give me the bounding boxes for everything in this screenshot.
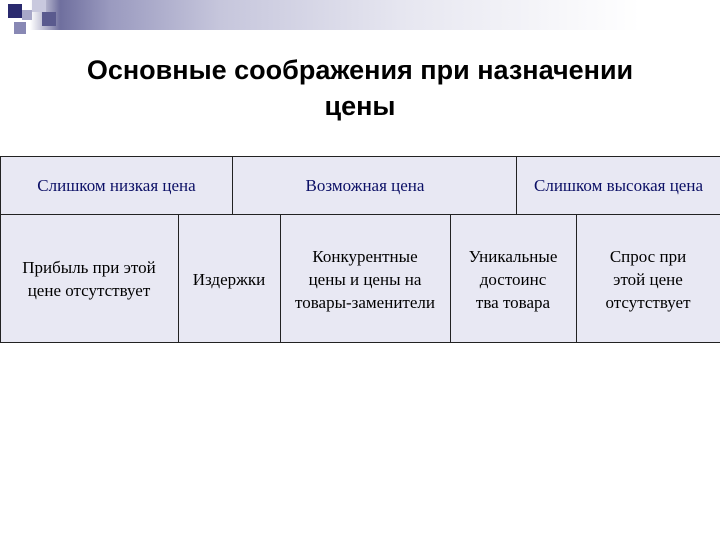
- header-low-price: Слишком низкая цена: [37, 176, 196, 195]
- cell-no-profit: Прибыль при этой цене отсутствует: [22, 258, 156, 300]
- cell-competitor-prices: Конкурентные цены и цены на товары-заменители: [295, 246, 435, 312]
- cell-costs: Издержки: [192, 269, 266, 289]
- header-possible-price: Возможная цена: [305, 176, 425, 195]
- header-high-price: Слишком высокая цена: [534, 176, 703, 195]
- decorative-square-icon: [22, 10, 32, 20]
- decorative-square-icon: [42, 12, 56, 26]
- decorative-square-icon: [32, 0, 46, 12]
- decorative-square-icon: [14, 22, 26, 34]
- cell-no-demand: Спрос при этой цене отсутствует: [605, 246, 691, 312]
- decorative-top-bar: [0, 0, 720, 46]
- slide-title: Основные соображения при назначении цены: [86, 55, 634, 121]
- decorative-square-icon: [8, 4, 22, 18]
- cell-unique-features: Уникальные достоинс тва товара: [468, 246, 558, 312]
